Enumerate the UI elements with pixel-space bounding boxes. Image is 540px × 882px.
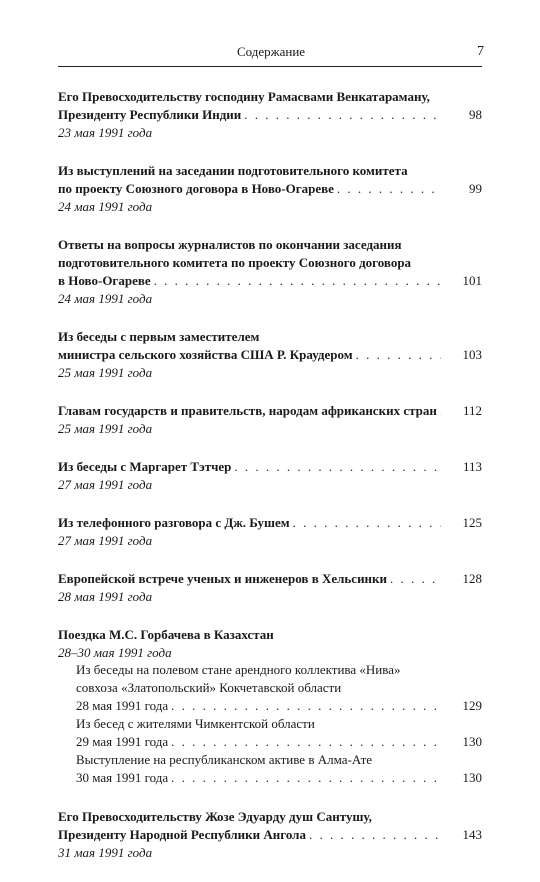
- entry-date: 31 мая 1991 года: [58, 845, 153, 860]
- entry-heading: [58, 328, 482, 364]
- entry-date: 27 мая 1991 года: [58, 477, 153, 492]
- entry-text: 28 мая 1991 года: [76, 698, 169, 713]
- entry-line: [76, 715, 482, 733]
- dot-leader: [293, 514, 441, 532]
- table-of-contents: [58, 88, 482, 882]
- entry-text: подготовительного комитета по проекту Союзного договора: [58, 255, 412, 270]
- entry-text: Из беседы с первым заместителем: [58, 329, 260, 344]
- entry-page-number: 130: [462, 734, 482, 749]
- dot-leader: [171, 769, 441, 787]
- entry-heading: [58, 162, 482, 198]
- entry-heading: [58, 458, 482, 476]
- entry-date: 28 мая 1991 года: [58, 589, 153, 604]
- entry-page-number: 143: [462, 827, 482, 842]
- entry-text: 30 мая 1991 года: [76, 770, 169, 785]
- entry-heading: [58, 514, 482, 532]
- entry-text: министра сельского хозяйства США Р. Краудером: [58, 347, 353, 362]
- dot-leader: [390, 570, 441, 588]
- entry-line: [58, 328, 482, 346]
- entry-page-number: 101: [462, 273, 482, 288]
- entry-heading: [58, 236, 482, 290]
- sub-entry[interactable]: [76, 751, 482, 787]
- entry-text: по проекту Союзного договора в Ново-Огареве: [58, 181, 334, 196]
- entry-line: [58, 162, 482, 180]
- entry-text: Из беседы на полевом стане арендного коллектива «Нива»: [76, 662, 401, 677]
- entry-text: Европейской встрече ученых и инженеров в Хельсинки: [58, 571, 388, 586]
- dot-leader: [171, 697, 441, 715]
- entry-text: Из бесед с жителями Чимкентской области: [76, 716, 315, 731]
- dot-leader: [337, 180, 441, 198]
- entry-line: [58, 180, 482, 198]
- entry-page-number: 98: [469, 107, 482, 122]
- dot-leader: [234, 458, 441, 476]
- entry-text: Президенту Республики Индии: [58, 107, 242, 122]
- entry-text: совхоза «Златопольский» Кокчетавской области: [76, 680, 342, 695]
- entry-date: 28–30 мая 1991 года: [58, 645, 172, 660]
- toc-entry[interactable]: [58, 514, 482, 549]
- running-header: [58, 44, 484, 64]
- entry-text: Выступление на республиканском активе в Алма-Ате: [76, 752, 373, 767]
- entry-line: [76, 733, 482, 751]
- entry-line: [58, 272, 482, 290]
- toc-entry[interactable]: [58, 88, 482, 141]
- entry-line: [58, 88, 482, 106]
- dot-leader: [309, 826, 441, 844]
- page-number: 7: [477, 44, 484, 59]
- header-title: Содержание: [236, 44, 306, 59]
- entry-line: [58, 808, 482, 826]
- toc-entry[interactable]: [58, 328, 482, 381]
- entry-date: 25 мая 1991 года: [58, 365, 153, 380]
- entry-heading: [58, 570, 482, 588]
- entry-line: [76, 661, 482, 679]
- dot-leader: [244, 106, 441, 124]
- entry-text: Главам государств и правительств, народам африканских стран: [58, 403, 437, 418]
- toc-entry[interactable]: [58, 458, 482, 493]
- entry-text: Президенту Народной Республики Ангола: [58, 827, 306, 842]
- entry-date: 23 мая 1991 года: [58, 125, 153, 140]
- entry-date: 27 мая 1991 года: [58, 533, 153, 548]
- toc-entry[interactable]: [58, 402, 482, 437]
- entry-text: Ответы на вопросы журналистов по окончании заседания: [58, 237, 402, 252]
- header-rule: [58, 66, 482, 67]
- toc-entry[interactable]: [58, 570, 482, 605]
- entry-page-number: 129: [462, 698, 482, 713]
- entry-line: [76, 751, 482, 769]
- entry-page-number: 113: [462, 459, 482, 474]
- entry-line: [76, 679, 482, 697]
- entry-heading: [58, 626, 482, 644]
- entry-page-number: 125: [462, 515, 482, 530]
- sub-entry[interactable]: [76, 715, 482, 751]
- entry-text: Его Превосходительству Жозе Эдуарду душ Сантушу,: [58, 809, 372, 824]
- entry-line: [58, 346, 482, 364]
- entry-text: Поездка М.С. Горбачева в Казахстан: [58, 627, 274, 642]
- toc-entry[interactable]: [58, 626, 482, 787]
- entry-line: [76, 697, 482, 715]
- dot-leader: [440, 402, 441, 420]
- entry-line: [58, 458, 482, 476]
- entry-page-number: 130: [462, 770, 482, 785]
- entry-text: 29 мая 1991 года: [76, 734, 169, 749]
- entry-text: в Ново-Огареве: [58, 273, 151, 288]
- dot-leader: [154, 272, 441, 290]
- entry-heading: [58, 402, 482, 420]
- entry-heading: [58, 808, 482, 844]
- entry-text: Из телефонного разговора с Дж. Бушем: [58, 515, 290, 530]
- entry-date: 24 мая 1991 года: [58, 199, 153, 214]
- entry-page-number: 128: [462, 571, 482, 586]
- entry-line: [58, 626, 482, 644]
- entry-page-number: 103: [462, 347, 482, 362]
- entry-page-number: 99: [469, 181, 482, 196]
- entry-line: [58, 514, 482, 532]
- entry-line: [58, 402, 482, 420]
- entry-text: Из выступлений на заседании подготовительного комитета: [58, 163, 408, 178]
- entry-text: Его Превосходительству господину Рамасвами Венкатараману,: [58, 89, 430, 104]
- entry-heading: [58, 88, 482, 124]
- entry-text: Из беседы с Маргарет Тэтчер: [58, 459, 232, 474]
- entry-date: 24 мая 1991 года: [58, 291, 153, 306]
- entry-line: [76, 769, 482, 787]
- entry-line: [58, 236, 482, 254]
- toc-entry[interactable]: [58, 236, 482, 307]
- entry-line: [58, 254, 482, 272]
- entry-page-number: 112: [462, 403, 482, 418]
- dot-leader: [171, 733, 441, 751]
- dot-leader: [356, 346, 441, 364]
- entry-date: 25 мая 1991 года: [58, 421, 153, 436]
- entry-line: [58, 826, 482, 844]
- toc-entry[interactable]: [58, 162, 482, 215]
- sub-entry[interactable]: [76, 661, 482, 715]
- entry-line: [58, 106, 482, 124]
- entry-line: [58, 570, 482, 588]
- toc-entry[interactable]: [58, 808, 482, 861]
